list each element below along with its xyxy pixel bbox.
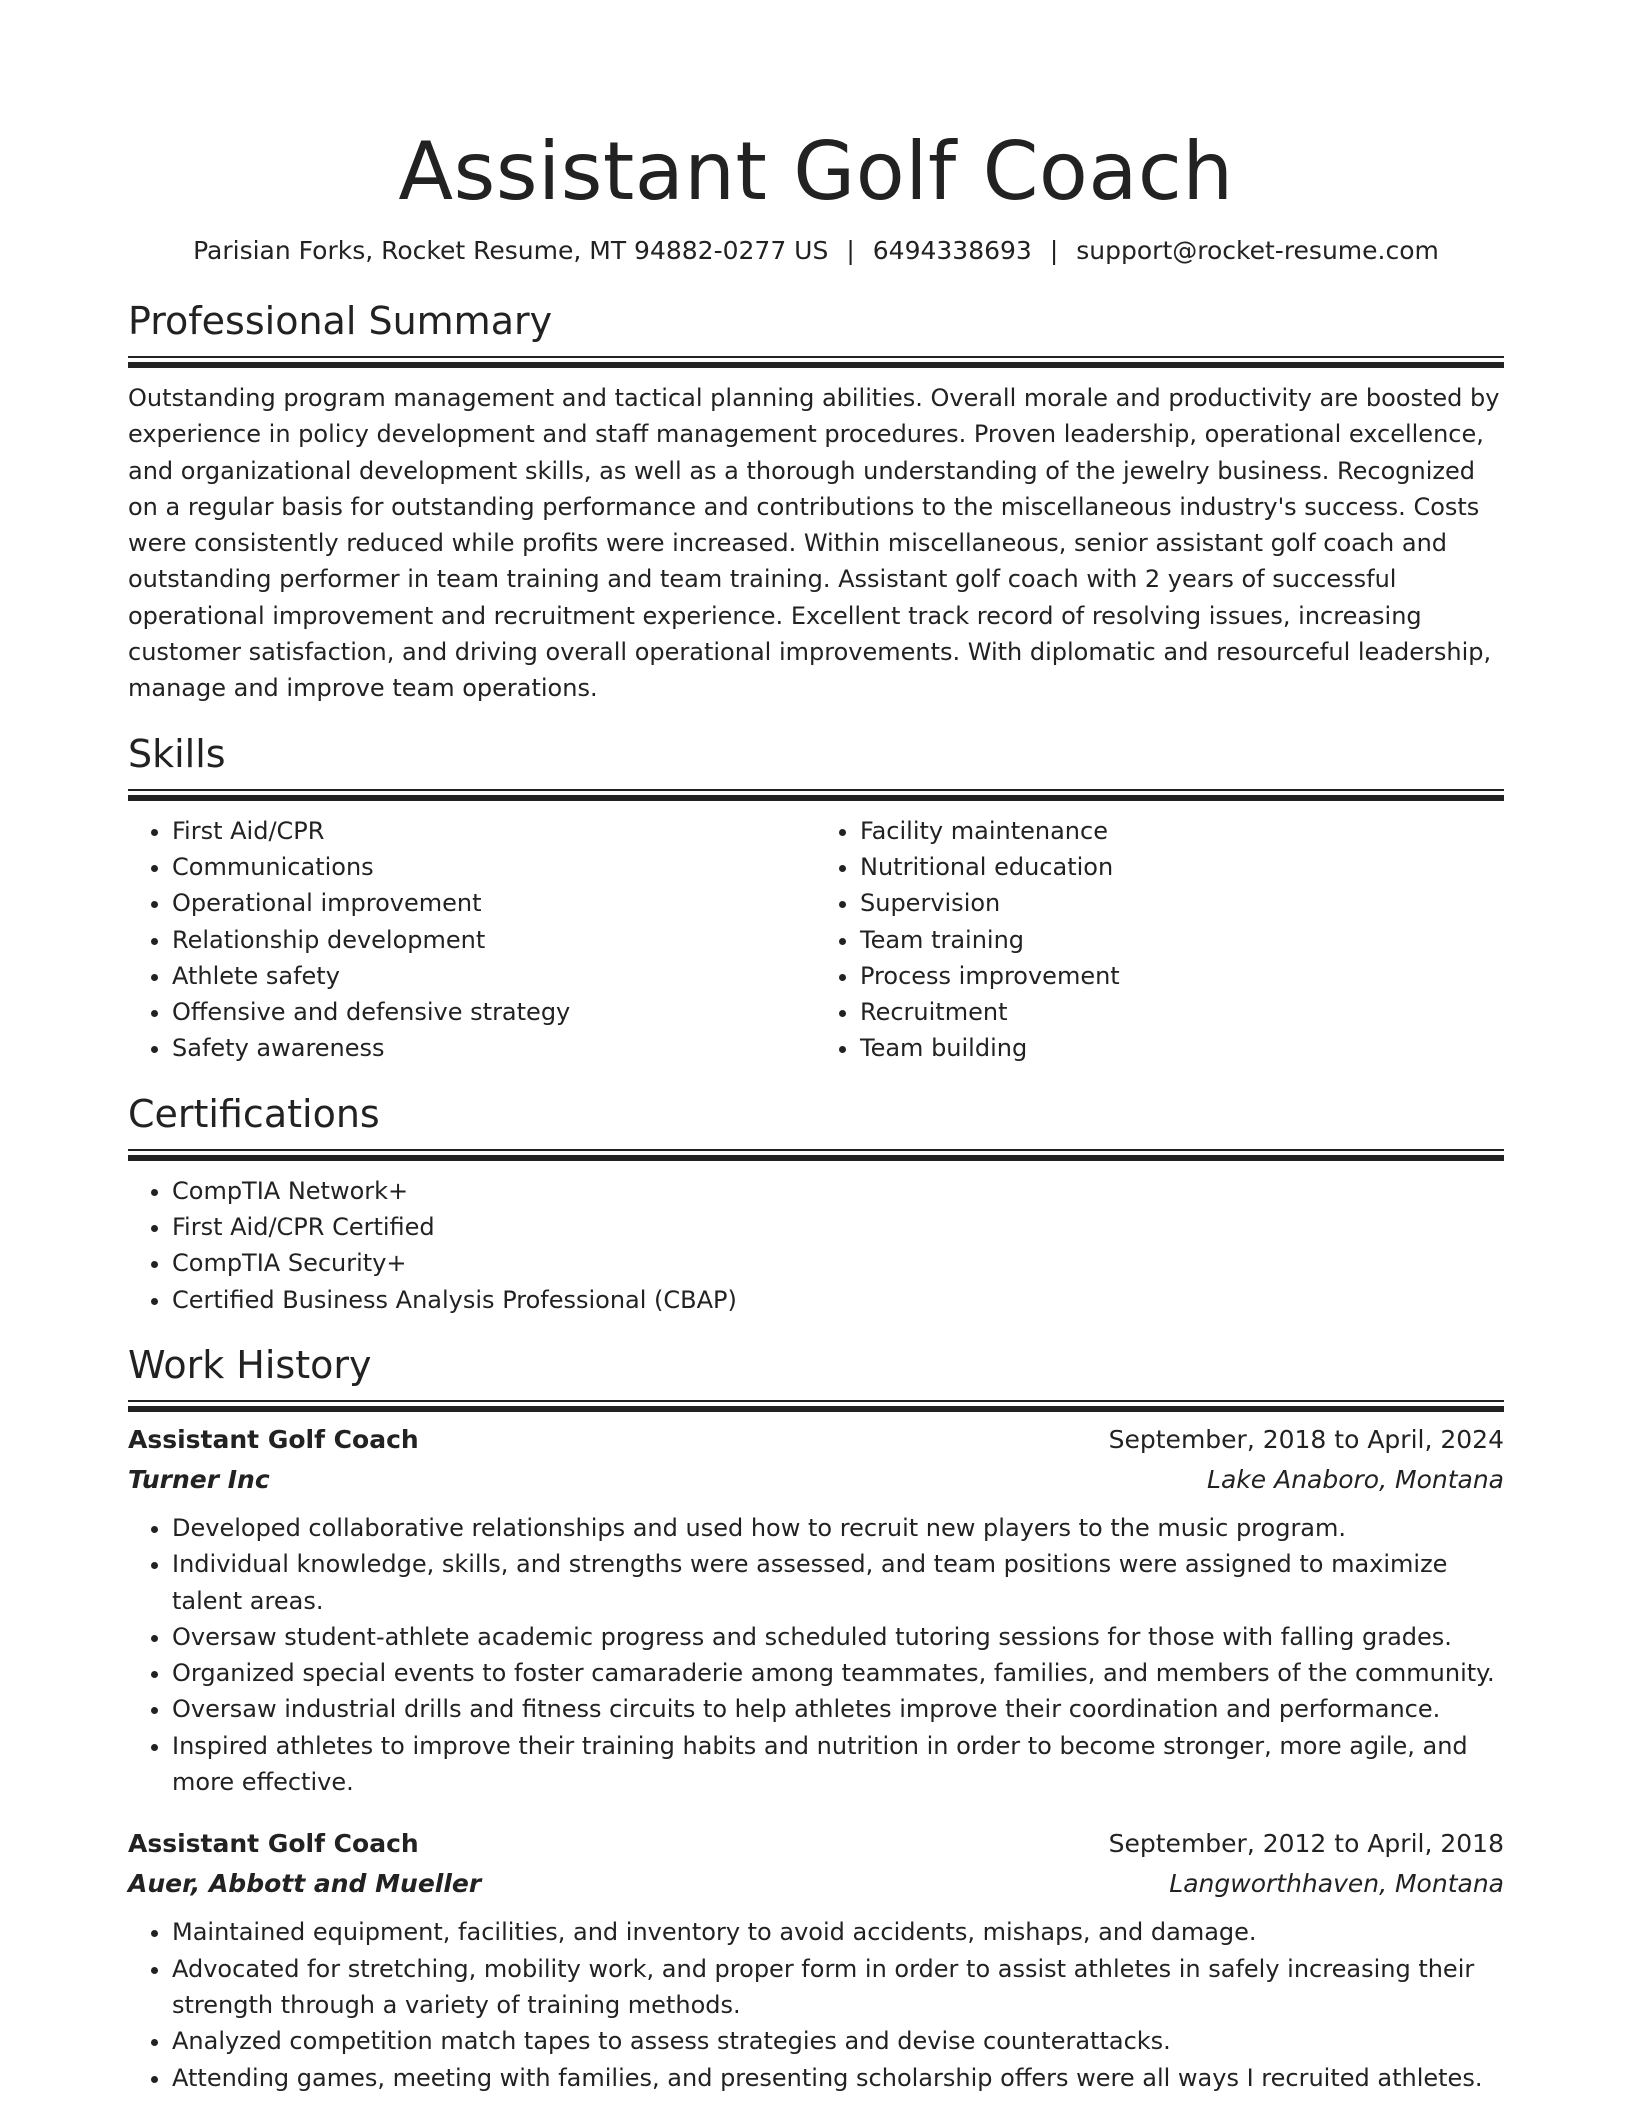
job-duty: • Analyzed competition match tapes to assess strategies and devise counterattacks. xyxy=(172,2023,1504,2059)
section-divider xyxy=(128,789,1504,795)
skills-list-left xyxy=(128,813,816,1067)
section-divider xyxy=(128,1400,1504,1406)
resume-page xyxy=(128,0,1504,2096)
skill-item: • Operational improvement xyxy=(172,885,816,921)
job-title: Assistant Golf Coach xyxy=(128,1829,419,1859)
skill-item: • First Aid/CPR xyxy=(172,813,816,849)
job-location: Langworthhaven, Montana xyxy=(1169,1869,1504,1899)
job-duties-list xyxy=(128,1914,1504,2095)
summary-section xyxy=(128,298,1504,707)
contact-separator: | xyxy=(846,236,855,265)
section-divider xyxy=(128,1149,1504,1155)
resume-name: Assistant Golf Coach xyxy=(398,125,1234,218)
job-subheader xyxy=(128,1864,1504,1904)
skill-item: • Recruitment xyxy=(860,994,1504,1030)
skills-heading: Skills xyxy=(128,731,226,776)
job-location: Lake Anaboro, Montana xyxy=(1207,1464,1504,1494)
skills-columns xyxy=(128,813,1504,1067)
job-company: Turner Inc xyxy=(128,1464,270,1494)
job-duty: • Oversaw student-athlete academic progress and scheduled tutoring sessions for those with falling grades. xyxy=(172,1619,1504,1655)
job-subheader xyxy=(128,1460,1504,1500)
summary-heading: Professional Summary xyxy=(128,299,553,343)
skill-item: • Offensive and defensive strategy xyxy=(172,994,816,1030)
skill-item: • Supervision xyxy=(860,885,1504,921)
certifications-heading: Certifications xyxy=(128,1091,380,1136)
contact-address: Parisian Forks, Rocket Resume, MT 94882-0277 US xyxy=(193,236,829,265)
summary-text: Outstanding program management and tactical planning abilities. Overall morale and productivity are boosted by experience in policy development and staff management procedures. Proven leadership, operational excellence, and organizational development skills, as well as a thorough understanding of the jewelry business. Recognized on a regular basis for outstanding performance and contributions to the miscellaneous industry's success. Costs were consistently reduced while profits were increased. Within miscellaneous, senior assistant golf coach and outstanding performer in team training and team training. Assistant golf coach with 2 years of successful operational improvement and recruitment experience. Excellent track record of resolving issues, increasing customer satisfaction, and driving overall operational improvements. With diplomatic and resourceful leadership, manage and improve team operations. xyxy=(128,384,1500,703)
skills-list-right xyxy=(816,813,1504,1067)
job-duty: • Advocated for stretching, mobility work, and proper form in order to assist athletes in safely increasing their strength through a variety of training methods. xyxy=(172,1951,1504,2024)
job-duty: • Maintained equipment, facilities, and inventory to avoid accidents, mishaps, and damage. xyxy=(172,1914,1504,1950)
job-duty: • Organized special events to foster camaraderie among teammates, families, and members of the community. xyxy=(172,1655,1504,1691)
job-dates: September, 2018 to April, 2024 xyxy=(1108,1424,1504,1454)
certification-item: • Certified Business Analysis Professional (CBAP) xyxy=(172,1282,1504,1318)
certifications-list xyxy=(128,1173,1504,1318)
job-duties-list xyxy=(128,1510,1504,1800)
skill-item: • Communications xyxy=(172,849,816,885)
job-duty: • Oversaw industrial drills and fitness circuits to help athletes improve their coordination and performance. xyxy=(172,1691,1504,1727)
certifications-section xyxy=(128,1091,1504,1318)
skill-item: • Relationship development xyxy=(172,922,816,958)
work-history-heading: Work History xyxy=(128,1342,372,1387)
certification-item: • CompTIA Network+ xyxy=(172,1173,1504,1209)
job-entry xyxy=(128,1420,1504,1800)
job-duty: • Inspired athletes to improve their training habits and nutrition in order to become stronger, more agile, and more effective. xyxy=(172,1728,1504,1801)
skill-item: • Facility maintenance xyxy=(860,813,1504,849)
contact-separator: | xyxy=(1049,236,1059,265)
job-title: Assistant Golf Coach xyxy=(128,1424,419,1454)
job-duty: • Individual knowledge, skills, and strengths were assessed, and team positions were assigned to maximize talent areas. xyxy=(172,1546,1504,1619)
contact-phone: 6494338693 xyxy=(872,236,1032,265)
certification-item: • First Aid/CPR Certified xyxy=(172,1209,1504,1245)
contact-line xyxy=(128,234,1504,268)
certification-item: • CompTIA Security+ xyxy=(172,1245,1504,1281)
job-entry xyxy=(128,1824,1504,2095)
skill-item: • Safety awareness xyxy=(172,1030,816,1066)
work-history-section xyxy=(128,1342,1504,2096)
section-divider xyxy=(128,356,1504,362)
skill-item: • Team building xyxy=(860,1030,1504,1066)
job-company: Auer, Abbott and Mueller xyxy=(128,1869,482,1899)
job-header xyxy=(128,1824,1504,1864)
contact-email: support@rocket-resume.com xyxy=(1076,236,1439,265)
skills-section xyxy=(128,731,1504,1067)
job-dates: September, 2012 to April, 2018 xyxy=(1108,1829,1504,1859)
job-duty: • Attending games, meeting with families, and presenting scholarship offers were all ways I recruited athletes. xyxy=(172,2060,1504,2096)
skill-item: • Process improvement xyxy=(860,958,1504,994)
job-duty: • Developed collaborative relationships and used how to recruit new players to the music program. xyxy=(172,1510,1504,1546)
skill-item: • Team training xyxy=(860,922,1504,958)
job-header xyxy=(128,1420,1504,1460)
skill-item: • Nutritional education xyxy=(860,849,1504,885)
skill-item: • Athlete safety xyxy=(172,958,816,994)
